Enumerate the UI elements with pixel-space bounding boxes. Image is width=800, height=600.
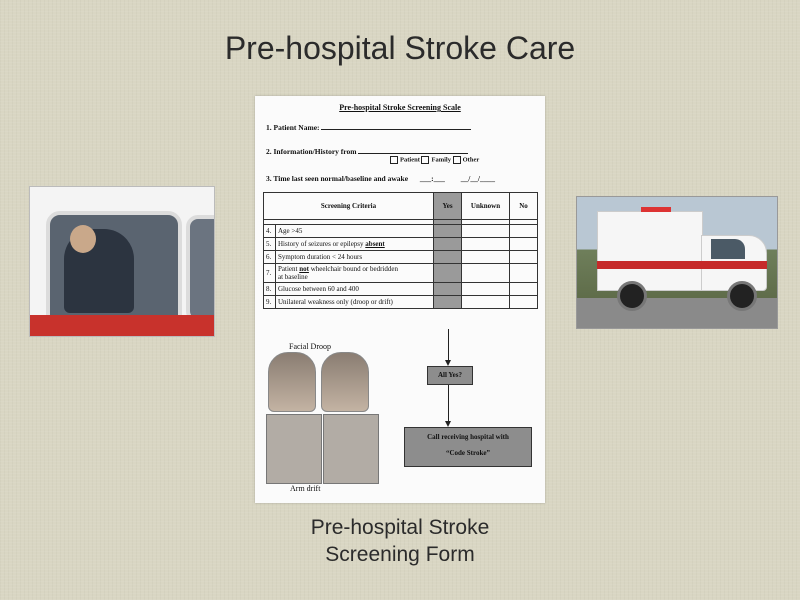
screening-form-document xyxy=(255,96,545,503)
criteria-glucose: Glucose between 60 and 400 xyxy=(276,283,434,296)
arm-drift-label: Arm drift xyxy=(290,484,321,493)
patient-name-line xyxy=(266,122,471,132)
unknown-cell[interactable] xyxy=(462,238,510,251)
no-header: No xyxy=(510,193,538,220)
flow-connector-1 xyxy=(448,329,449,361)
patient-option-label: Patient xyxy=(400,156,420,164)
no-cell[interactable] xyxy=(510,251,538,264)
criteria-duration: Symptom duration < 24 hours xyxy=(276,251,434,264)
code-stroke-text: “Code Stroke” xyxy=(445,449,490,457)
table-row xyxy=(264,264,538,283)
patient-checkbox[interactable] xyxy=(390,156,398,164)
ambulance-photo xyxy=(576,196,778,329)
caption-line-2: Screening Form xyxy=(325,543,475,566)
screening-criteria-table xyxy=(263,192,538,309)
call-hospital-box xyxy=(404,427,532,467)
call-hospital-text: Call receiving hospital with xyxy=(427,433,509,441)
yes-cell[interactable] xyxy=(434,264,462,283)
row-number: 4. xyxy=(264,225,276,238)
no-cell[interactable] xyxy=(510,283,538,296)
arm-drift-photo-2 xyxy=(323,414,379,484)
slide-caption xyxy=(250,514,550,568)
unknown-cell[interactable] xyxy=(462,225,510,238)
date-field[interactable]: __/__/____ xyxy=(460,174,495,183)
family-checkbox[interactable] xyxy=(421,156,429,164)
table-row xyxy=(264,251,538,264)
row-number: 6. xyxy=(264,251,276,264)
row-number: 7. xyxy=(264,264,276,283)
arm-drift-photo-1 xyxy=(266,414,322,484)
form-title: Pre-hospital Stroke Screening Scale xyxy=(339,103,461,112)
yes-cell[interactable] xyxy=(434,296,462,309)
yes-cell[interactable] xyxy=(434,283,462,296)
time-field[interactable]: ___:___ xyxy=(419,174,445,183)
caption-line-1: Pre-hospital Stroke xyxy=(310,516,490,539)
facial-droop-photo-2 xyxy=(321,352,369,412)
criteria-seizures xyxy=(276,238,434,251)
criteria-text: at baseline xyxy=(278,273,308,281)
criteria-text: History of seizures or epilepsy xyxy=(278,240,366,248)
yes-cell[interactable] xyxy=(434,238,462,251)
table-row xyxy=(264,283,538,296)
criteria-emphasis: not xyxy=(299,265,309,273)
criteria-weakness: Unilateral weakness only (droop or drift) xyxy=(276,296,434,309)
time-last-seen-line xyxy=(266,174,495,183)
history-options xyxy=(390,156,479,164)
criteria-text: Patient xyxy=(278,265,300,273)
history-from-line xyxy=(266,146,468,156)
paramedic-photo xyxy=(29,186,215,337)
row-number: 9. xyxy=(264,296,276,309)
yes-header: Yes xyxy=(434,193,462,220)
no-cell[interactable] xyxy=(510,264,538,283)
table-row xyxy=(264,296,538,309)
no-cell[interactable] xyxy=(510,225,538,238)
table-row xyxy=(264,225,538,238)
yes-cell[interactable] xyxy=(434,251,462,264)
family-option-label: Family xyxy=(431,156,451,164)
flow-connector-2 xyxy=(448,385,449,421)
no-cell[interactable] xyxy=(510,296,538,309)
row-number: 8. xyxy=(264,283,276,296)
all-yes-decision: All Yes? xyxy=(427,366,473,385)
slide-title: Pre-hospital Stroke Care xyxy=(224,30,576,66)
no-cell[interactable] xyxy=(510,238,538,251)
unknown-cell[interactable] xyxy=(462,264,510,283)
criteria-age: Age >45 xyxy=(276,225,434,238)
unknown-cell[interactable] xyxy=(462,296,510,309)
patient-name-label: 1. Patient Name: xyxy=(266,123,320,132)
other-option-label: Other xyxy=(462,156,480,164)
table-row xyxy=(264,238,538,251)
yes-cell[interactable] xyxy=(434,225,462,238)
history-from-label: 2. Information/History from xyxy=(266,147,357,156)
criteria-text: wheelchair bound or bedridden xyxy=(308,265,398,273)
facial-droop-label: Facial Droop xyxy=(289,342,331,351)
row-number: 5. xyxy=(264,238,276,251)
unknown-cell[interactable] xyxy=(462,283,510,296)
criteria-wheelchair xyxy=(276,264,434,283)
facial-droop-photo-1 xyxy=(268,352,316,412)
unknown-header: Unknown xyxy=(462,193,510,220)
criteria-emphasis: absent xyxy=(365,240,385,248)
other-checkbox[interactable] xyxy=(453,156,461,164)
time-last-seen-label: 3. Time last seen normal/baseline and awake xyxy=(266,174,409,183)
criteria-header: Screening Criteria xyxy=(264,193,434,220)
unknown-cell[interactable] xyxy=(462,251,510,264)
